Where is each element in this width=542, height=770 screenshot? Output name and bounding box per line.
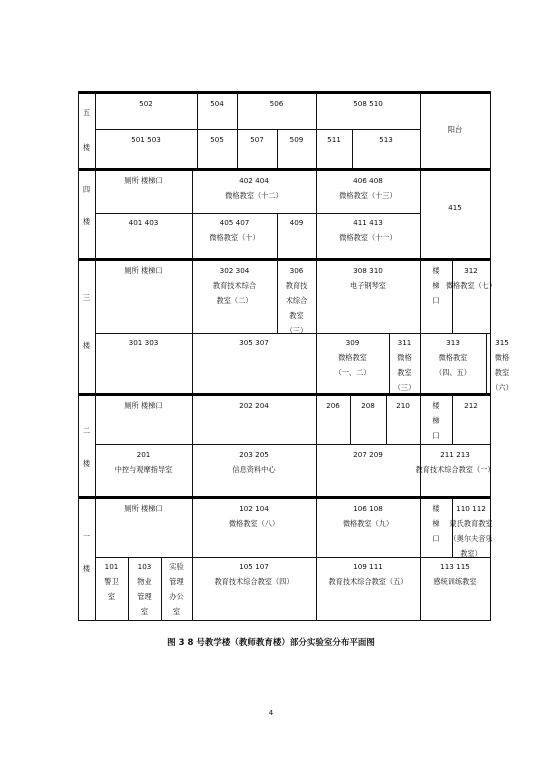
room-text: 415 [448, 203, 462, 212]
floor-separator [78, 91, 490, 94]
room-text: 电子钢琴室 [350, 281, 386, 290]
room-text: 楼 [432, 401, 440, 410]
room-text: 305 307 [239, 338, 269, 347]
room-text: 信息资料中心 [232, 465, 276, 474]
room-text: 308 310 [353, 266, 383, 275]
floor-label: 楼 [82, 143, 91, 152]
room-text: 教育技 [285, 281, 308, 290]
room-cell [316, 173, 420, 203]
room-cell [316, 398, 350, 413]
row-divider [95, 557, 490, 558]
room-text: 309 [345, 338, 360, 347]
room-text: 110 112 [456, 504, 486, 513]
room-text: 106 108 [353, 504, 383, 513]
room-text: 教育技术综合教室（四） [214, 577, 294, 586]
room-text: 302 304 [219, 266, 250, 275]
room-text: 教室） [460, 549, 482, 558]
room-text: 409 [289, 218, 304, 227]
room-text: 201 [136, 450, 151, 459]
room-cell [316, 501, 420, 531]
room-text: 206 [326, 401, 340, 410]
room-cell [316, 132, 352, 147]
room-cell [95, 173, 192, 188]
room-text: 梯 [432, 416, 440, 425]
room-text: 513 [379, 135, 393, 144]
room-cell [452, 398, 490, 413]
room-cell [95, 501, 192, 516]
room-cell [352, 132, 420, 147]
room-text: 113 115 [440, 562, 470, 571]
row-divider [95, 444, 490, 445]
room-cell [316, 263, 420, 293]
room-cell [197, 96, 237, 111]
room-cell [420, 398, 452, 443]
room-text: 楼 [432, 266, 440, 275]
room-text: 501 503 [131, 135, 161, 144]
room-cell [277, 132, 316, 147]
room-cell [237, 96, 316, 111]
room-text: 511 [327, 135, 341, 144]
room-cell [316, 559, 420, 589]
room-cell [316, 96, 420, 111]
floor-separator [78, 393, 490, 396]
room-text: 物业 [137, 577, 152, 586]
floor-label: 四 [82, 185, 91, 194]
room-text: 室 [107, 592, 116, 601]
room-cell [192, 335, 316, 350]
room-text: 103 [137, 562, 152, 571]
room-text: 微格教室 [338, 353, 367, 362]
room-cell [350, 398, 386, 413]
room-text: 中控与观摩指导室 [114, 465, 173, 474]
room-text: 教室（二） [216, 296, 253, 305]
room-text: 口 [432, 431, 440, 440]
room-text: 梯 [432, 281, 440, 290]
room-text: 306 [289, 266, 304, 275]
room-cell [192, 263, 277, 308]
room-cell [95, 215, 192, 230]
floor-label: 楼 [82, 341, 91, 350]
room-cell [316, 447, 420, 462]
room-text: 313 [446, 338, 460, 347]
room-cell [192, 173, 316, 203]
floor-label: 楼 [82, 564, 91, 573]
room-text: 微格 [397, 353, 412, 362]
floor-label: 五 [82, 108, 91, 117]
room-text: 办公 [169, 592, 184, 601]
floor-separator [78, 168, 490, 171]
room-text: 微格教室（七） [445, 281, 497, 290]
room-text: 口 [432, 534, 440, 543]
room-cell [192, 501, 316, 531]
room-text: 102 104 [239, 504, 269, 513]
page-number: 4 [268, 709, 274, 717]
room-cell [161, 559, 192, 619]
room-text: 管理 [137, 592, 152, 601]
room-text: 厕所 楼梯口 [124, 504, 163, 513]
room-text: 506 [269, 99, 284, 108]
room-text: 微格教室（八） [228, 519, 280, 528]
room-cell [277, 215, 316, 230]
room-cell [420, 335, 486, 380]
room-text: 梯 [432, 519, 440, 528]
room-text: 202 204 [239, 401, 269, 410]
room-text: 203 205 [239, 450, 269, 459]
room-text: 508 510 [353, 99, 383, 108]
room-cell [95, 335, 192, 350]
room-text: 411 413 [353, 218, 383, 227]
room-text: 502 [139, 99, 153, 108]
room-text: 微格教室（十三） [339, 191, 397, 200]
room-cell [192, 398, 316, 413]
room-text: 微格教室 [438, 353, 468, 362]
room-text: （三） [393, 383, 416, 392]
room-text: 阳台 [447, 125, 463, 134]
room-text: 楼 [432, 504, 440, 513]
floor-label: 三 [82, 293, 91, 302]
room-cell [95, 447, 192, 477]
floor-separator [78, 258, 490, 261]
room-cell [95, 559, 128, 604]
floor-label: 楼 [82, 459, 91, 468]
room-cell [95, 132, 197, 147]
room-text: 教育技术综合教室（五） [328, 577, 408, 586]
room-text: 术综合 [285, 296, 308, 305]
room-text: 101 [104, 562, 119, 571]
room-text: 厕所 楼梯口 [124, 401, 163, 410]
balcony-cell [420, 122, 490, 137]
room-text: 管理 [169, 577, 184, 586]
row-divider [95, 213, 420, 214]
room-text: 301 303 [128, 338, 159, 347]
room-text: 315 [495, 338, 509, 347]
floor-label: 楼 [82, 217, 91, 226]
room-text: 教室 [289, 311, 304, 320]
room-cell [420, 501, 452, 546]
room-text: 微格教室（十二） [225, 191, 283, 200]
room-text: 教育技术综合教室（一） [415, 465, 495, 474]
room-cell [486, 335, 518, 395]
room-text: （一、二） [334, 368, 371, 377]
room-text: （六） [491, 383, 513, 392]
room-text: 105 107 [239, 562, 269, 571]
label-column-border [95, 91, 96, 621]
room-text: 401 403 [128, 218, 159, 227]
room-text: 室 [172, 607, 181, 616]
room-cell [386, 398, 420, 413]
room-cell [192, 559, 316, 589]
room-cell [128, 559, 161, 619]
room-text: 505 [210, 135, 224, 144]
room-text: 教室 [397, 368, 412, 377]
room-cell [197, 132, 237, 147]
room-cell [95, 398, 192, 413]
room-text: 406 408 [353, 176, 383, 185]
room-text: 实验 [169, 562, 184, 571]
room-text: 405 407 [219, 218, 250, 227]
table-bottom-border [78, 620, 490, 621]
room-text: 509 [289, 135, 304, 144]
room-text: 210 [396, 401, 410, 410]
room-text: 207 209 [353, 450, 383, 459]
room-cell [316, 215, 420, 245]
room-cell [192, 447, 316, 477]
room-text: 微格教室（十一） [339, 233, 397, 242]
room-text: 211 213 [440, 450, 470, 459]
room-cell [277, 263, 316, 338]
room-cell [192, 215, 277, 245]
room-text: 311 [397, 338, 412, 347]
room-text: 厕所 楼梯口 [124, 266, 163, 275]
room-text: 微格教室（十） [209, 233, 260, 242]
room-text: 504 [210, 99, 224, 108]
room-text: 感统训练教室 [433, 577, 477, 586]
room-cell [316, 335, 389, 380]
floor-separator [78, 496, 490, 499]
room-cell [389, 335, 420, 395]
room-cell [420, 559, 490, 589]
figure-caption: 图 3 8 号教学楼（教师教育楼）部分实验室分布平面图 [167, 638, 375, 648]
room-text: 教室 [494, 368, 510, 377]
row-divider [95, 129, 420, 130]
room-text: 厕所 楼梯口 [124, 176, 163, 185]
room-text: 109 111 [353, 562, 383, 571]
room-text: 507 [250, 135, 264, 144]
room-text: （三） [285, 326, 308, 335]
room-text: 警卫 [104, 577, 119, 586]
room-text: 212 [464, 401, 478, 410]
room-text: （奥尔夫音乐 [449, 534, 493, 543]
room-text: 室 [140, 607, 149, 616]
room-cell [420, 200, 490, 215]
room-text: 蒙氏教育教室 [449, 519, 493, 528]
room-text: 402 404 [239, 176, 269, 185]
room-text: 312 [464, 266, 478, 275]
room-cell [95, 263, 192, 278]
floor-label: 二 [82, 426, 91, 435]
room-text: 微格教室（九） [342, 519, 394, 528]
room-text: 208 [361, 401, 375, 410]
room-cell [237, 132, 277, 147]
floor-label: 一 [82, 532, 91, 541]
room-cell [449, 501, 493, 561]
room-text: （四、五） [435, 368, 471, 377]
room-cell [95, 96, 197, 111]
room-cell [445, 263, 497, 293]
room-cell [415, 447, 495, 477]
room-text: 口 [432, 296, 440, 305]
room-text: 教育技术综合 [212, 281, 257, 290]
room-text: 微格 [494, 353, 510, 362]
